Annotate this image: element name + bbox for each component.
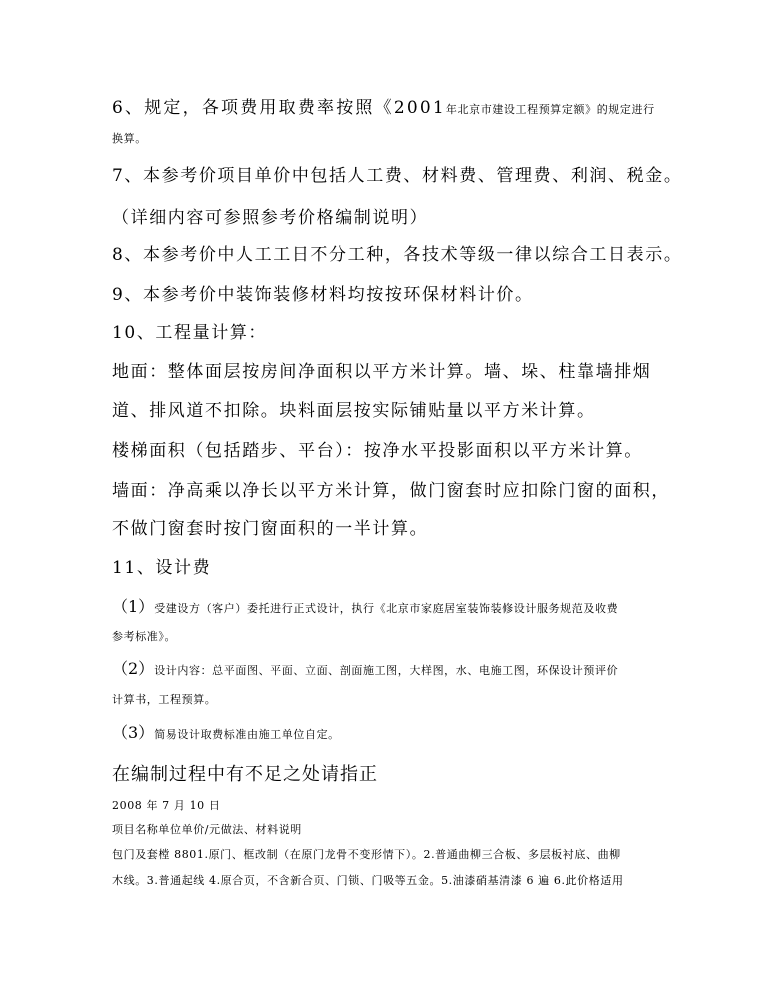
- design-fee-1-line-2: 参考标准》。: [112, 630, 177, 643]
- design-fee-2-line-1: [112, 656, 618, 679]
- floor-rule-line-2: 道、排风道不扣除。块料面层按实际铺贴量以平方米计算。: [112, 401, 596, 421]
- design-fee-3-marker: （3）: [112, 723, 155, 742]
- correction-note-heading: 在编制过程中有不足之处请指正: [112, 764, 378, 785]
- item-6-line-1: 6、规定，各项费用取费率按照《2001年北京市建设工程预算定额》的规定进行: [112, 98, 655, 118]
- design-fee-2-text: 设计内容：总平面图、平面、立面、剖面施工图，大样图，水、电施工图，环保设计预评价: [154, 664, 619, 677]
- design-fee-1-marker: （1）: [112, 597, 155, 616]
- design-fee-3-text: 简易设计取费标准由施工单位自定。: [154, 728, 340, 741]
- item-6-line-2: 换算。: [112, 132, 147, 145]
- item-7-note: （详细内容可参照参考价格编制说明）: [112, 208, 429, 228]
- design-fee-1-text: 受建设方（客户）委托进行正式设计，执行《北京市家庭居室装饰装修设计服务规范及收费: [154, 602, 619, 615]
- floor-rule-line-1: 地面：整体面层按房间净面积以平方米计算。墙、垛、柱靠墙排烟: [112, 362, 652, 382]
- design-fee-1-line-1: [112, 594, 618, 617]
- item-8: 8、本参考价中人工工日不分工种，各技术等级一律以综合工日表示。: [112, 245, 683, 265]
- item-9: 9、本参考价中装饰装修材料均按按环保材料计价。: [112, 285, 534, 305]
- door-item-line-1: 包门及套樘 8801.原门、框改制（在原门龙骨不变形情下）。2.普通曲柳三合板、多层板衬底、曲柳: [112, 848, 621, 861]
- date-line: 2008 年 7 月 10 日: [112, 799, 221, 812]
- item-10-heading: 10、工程量计算：: [112, 323, 268, 343]
- design-fee-2-marker: （2）: [112, 659, 155, 678]
- item-11-heading: 11、设计费: [112, 558, 212, 578]
- stair-rule: 楼梯面积（包括踏步、平台）：按净水平投影面积以平方米计算。: [112, 441, 643, 461]
- design-fee-2-line-2: 计算书，工程预算。: [112, 693, 217, 706]
- table-header-line: 项目名称单位单价/元做法、材料说明: [112, 823, 302, 836]
- design-fee-3: [112, 720, 340, 743]
- door-item-line-2: 木线。3.普通起线 4.原合页，不含新合页、门锁、门吸等五金。5.油漆硝基清漆 6 遍 6.此价格适用: [112, 874, 624, 887]
- item-7: 7、本参考价项目单价中包括人工费、材料费、管理费、利润、税金。: [112, 166, 683, 186]
- wall-rule-line-1: 墙面：净高乘以净长以平方米计算，做门窗套时应扣除门窗的面积，: [112, 481, 670, 501]
- item-6-line-1-tail: 年北京市建设工程预算定额》的规定进行: [445, 103, 655, 116]
- wall-rule-line-2: 不做门窗套时按门窗面积的一半计算。: [112, 519, 429, 539]
